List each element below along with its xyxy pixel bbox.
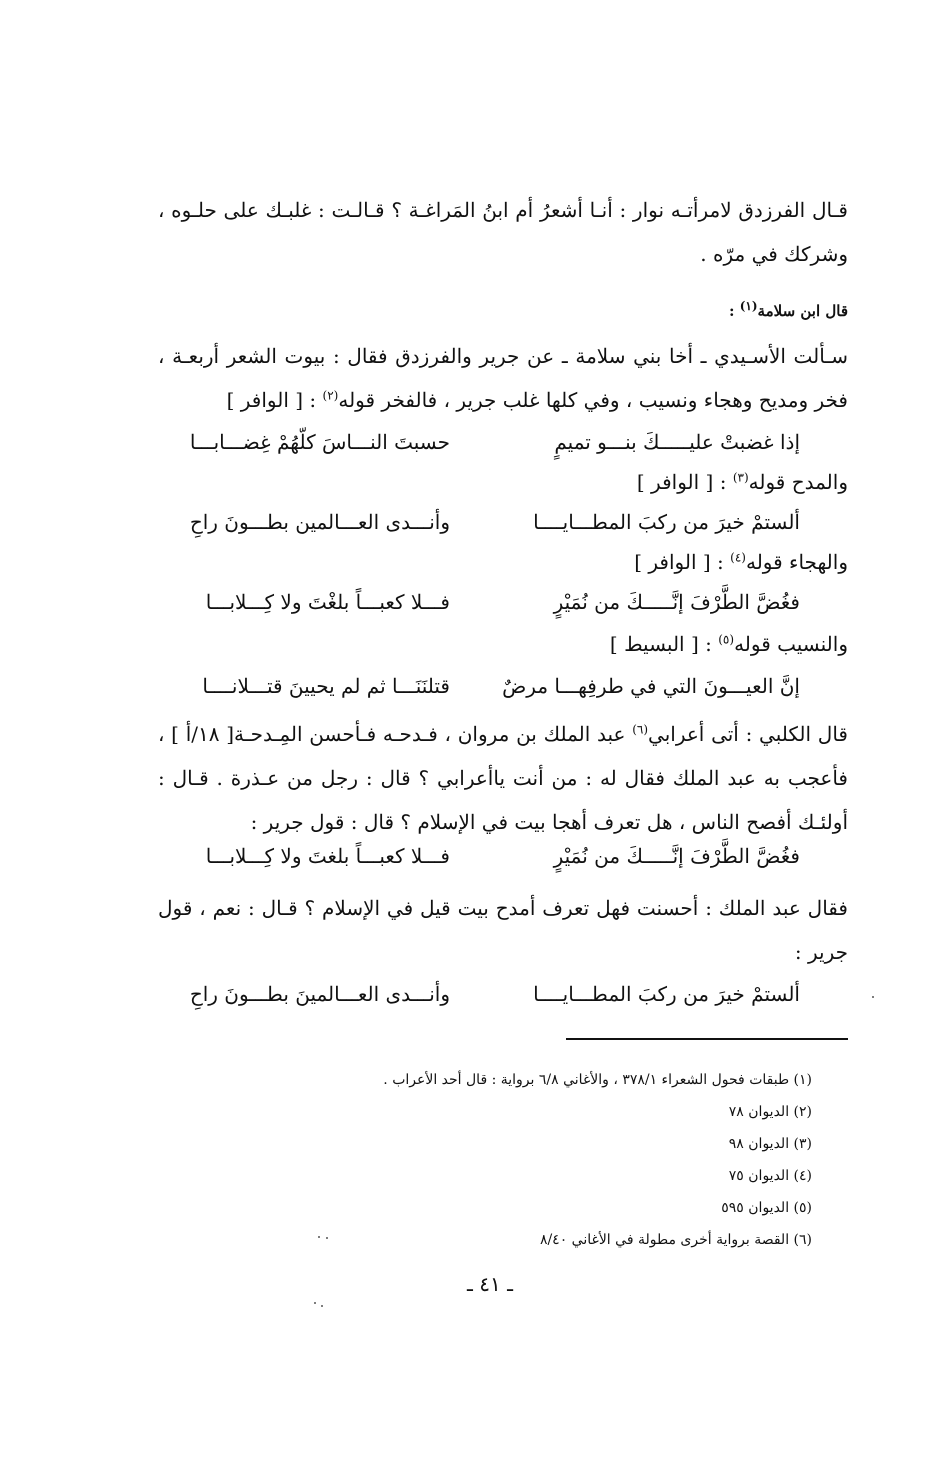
verse-label	[198, 622, 848, 666]
paragraph-tail: : [ الوافر ]	[226, 388, 323, 412]
footnote: (٥) الديوان ٥٩٥	[721, 1200, 812, 1216]
verse-second-hemistich: حسبتَ النـــاسَ كلّهُمْ غِضـــابـــا	[189, 430, 450, 454]
verse-label	[198, 460, 848, 504]
footnote: (٣) الديوان ٩٨	[728, 1136, 812, 1152]
heading-text: قال ابن سلامة	[757, 302, 848, 320]
verse-first-hemistich: ألستمْ خيرَ من ركبَ المطـــايــــا	[533, 510, 800, 534]
paragraph-text: قـال الفرزدق لامرأتـه نوار : أنـا أشعرُ أم ابنُ المَراغـة ؟ قـالـت : غلبـك على حلـوه ، وشركك في مرّه .	[158, 198, 848, 266]
verse-second-hemistich: وأنـــدى العـــالمين بطـــونَ راحِ	[189, 510, 450, 534]
verse-second-hemistich: قتلنَنَـــا ثم لم يحيينَ قتـــلانــــا	[202, 674, 450, 698]
footnote: (٢) الديوان ٧٨	[728, 1104, 812, 1120]
paragraph-text: سـألت الأسـيدي ـ أخا بني سلامة ـ عن جرير والفرزدق فقال : بيوت الشعر أربعـة ، فخر ومديح وهجاء ونسيب ، وفي كلها غلب جرير ، فالفخر قوله	[158, 344, 848, 412]
verse-first-hemistich: إذا غضبتْ عليـــــكَ بنـــو تميمٍ	[554, 430, 800, 454]
footnote-ref: (٦)	[632, 722, 649, 737]
footnote-ref: (٣)	[732, 470, 749, 485]
paragraph-farazdaq	[158, 188, 848, 276]
paragraph-kalbi	[158, 712, 848, 844]
paragraph-abd-al-malik	[158, 886, 848, 974]
verse-second-hemistich: فـــلا كعبـــاً بلغْتَ ولا كِـــلابـــا	[205, 590, 450, 614]
label-text: والمدح قوله	[748, 470, 848, 494]
verse-line	[150, 580, 800, 624]
scan-speck	[321, 1305, 323, 1307]
scan-speck	[314, 1302, 316, 1304]
verse-second-hemistich: فـــلا كعبـــاً بلغتَ ولا كِـــلابـــا	[205, 844, 450, 868]
verse-line	[150, 664, 800, 708]
verse-first-hemistich: إنَّ العيـــونَ التي في طرفِهـــا مرضٌ	[502, 674, 800, 698]
page-number: ـ ٤١ ـ	[467, 1272, 513, 1296]
scan-speck	[326, 1237, 328, 1239]
footnote: (١) طبقات فحول الشعراء ٣٧٨/١ ، والأغاني ٦/٨ برواية : قال أحد الأعراب .	[383, 1072, 812, 1088]
scan-speck	[318, 1236, 320, 1238]
footnote-separator	[566, 1038, 848, 1040]
footnote: (٤) الديوان ٧٥	[728, 1168, 812, 1184]
verse-second-hemistich: وأنـــدى العـــالمينَ بطـــونَ راحِ	[189, 982, 450, 1006]
scan-speck	[872, 996, 874, 998]
paragraph-usaydi	[158, 334, 848, 422]
footnote-ref: (١)	[739, 299, 758, 313]
label-tail: : [ البسيط ]	[609, 632, 719, 656]
verse-first-hemistich: ألستمْ خيرَ من ركبَ المطـــايــــا	[533, 982, 800, 1006]
verse-first-hemistich: فغُضَّ الطَّرْفَ إنَّـــــكَ من نُمَيْرٍ	[553, 590, 800, 614]
paragraph-text: فقال عبد الملك : أحسنت فهل تعرف أمدح بيت قيل في الإسلام ؟ قـال : نعم ، قول جرير :	[158, 896, 848, 964]
footnote-ref: (٢)	[322, 388, 339, 403]
verse-first-hemistich: فغُضَّ الطَّرْفَ إنَّـــــكَ من نُمَيْرٍ	[553, 844, 800, 868]
section-heading	[158, 296, 848, 326]
label-tail: : [ الوافر ]	[634, 550, 731, 574]
verse-label	[198, 540, 848, 584]
label-text: والنسيب قوله	[734, 632, 848, 656]
paragraph-tail: عبد الملك بن مروان ، فـدحـه فـأحسن المِـدحـة[ ١٨/أ ] ، فأعجب به عبد الملك فقال له : من أنت ياأعرابي ؟ قال : رجل من عـذرة . قـال : أولئـك أفصح الناس ، هل تعرف أهجا بيت في الإسلام ؟ قال : قول جرير :	[158, 722, 848, 834]
footnote-ref: (٤)	[730, 550, 746, 565]
footnote: (٦) القصة برواية أخرى مطولة في الأغاني ٨/٤٠	[539, 1232, 812, 1248]
verse-line	[150, 834, 800, 878]
heading-tail: :	[728, 302, 740, 320]
footnote-ref: (٥)	[718, 632, 735, 647]
verse-line	[150, 500, 800, 544]
verse-line	[150, 972, 800, 1016]
paragraph-text: قال الكلبي : أتى أعرابي	[648, 722, 848, 746]
label-tail: : [ الوافر ]	[636, 470, 733, 494]
label-text: والهجاء قوله	[745, 550, 848, 574]
verse-line	[150, 420, 800, 464]
